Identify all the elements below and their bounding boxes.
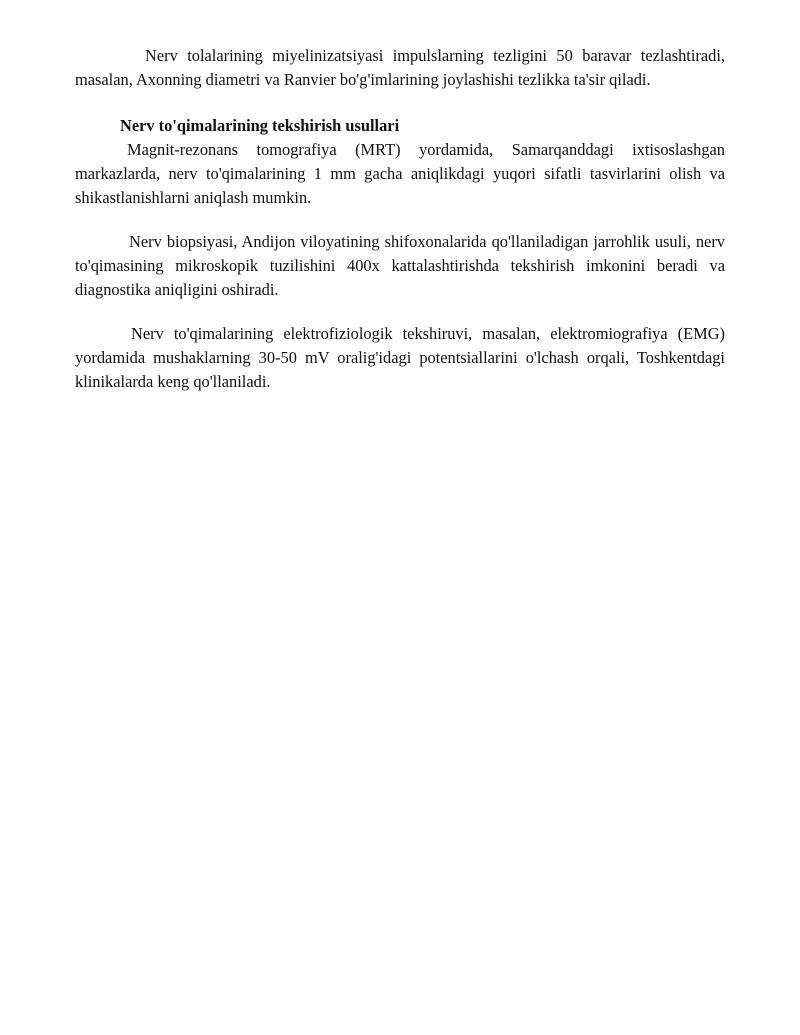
section-heading: Nerv to'qimalarining tekshirish usullari	[120, 116, 400, 135]
paragraph-myelination: Nerv tolalarining miyelinizatsiyasi impulslarning tezligini 50 baravar tezlashtiradi, masalan, Axonning diametri va Ranvier bo'g'imlarining joylashishi tezlikka ta'sir qiladi.	[75, 46, 725, 89]
paragraph-emg: Nerv to'qimalarining elektrofiziologik tekshiruvi, masalan, elektromiografiya (EMG) yordamida mushaklarning 30-50 mV oralig'idagi potentsiallarini o'lchash orqali, Toshkentdagi klinikalarda keng qo'llaniladi.	[75, 324, 725, 391]
paragraph-biopsy: Nerv biopsiyasi, Andijon viloyatining shifoxonalarida qo'llaniladigan jarrohlik usuli, nerv to'qimasining mikroskopik tuzilishini 400x kattalashtirishda tekshirish imkonini beradi va diagnostika aniqligini oshiradi.	[75, 232, 725, 299]
paragraph-mri: Magnit-rezonans tomografiya (MRT) yordamida, Samarqanddagi ixtisoslashgan markazlarda, nerv to'qimalarining 1 mm gacha aniqlikdagi yuqori sifatli tasvirlarini olish va shikastlanishlarni aniqlash mumkin.	[75, 140, 725, 207]
document-body	[75, 44, 725, 394]
